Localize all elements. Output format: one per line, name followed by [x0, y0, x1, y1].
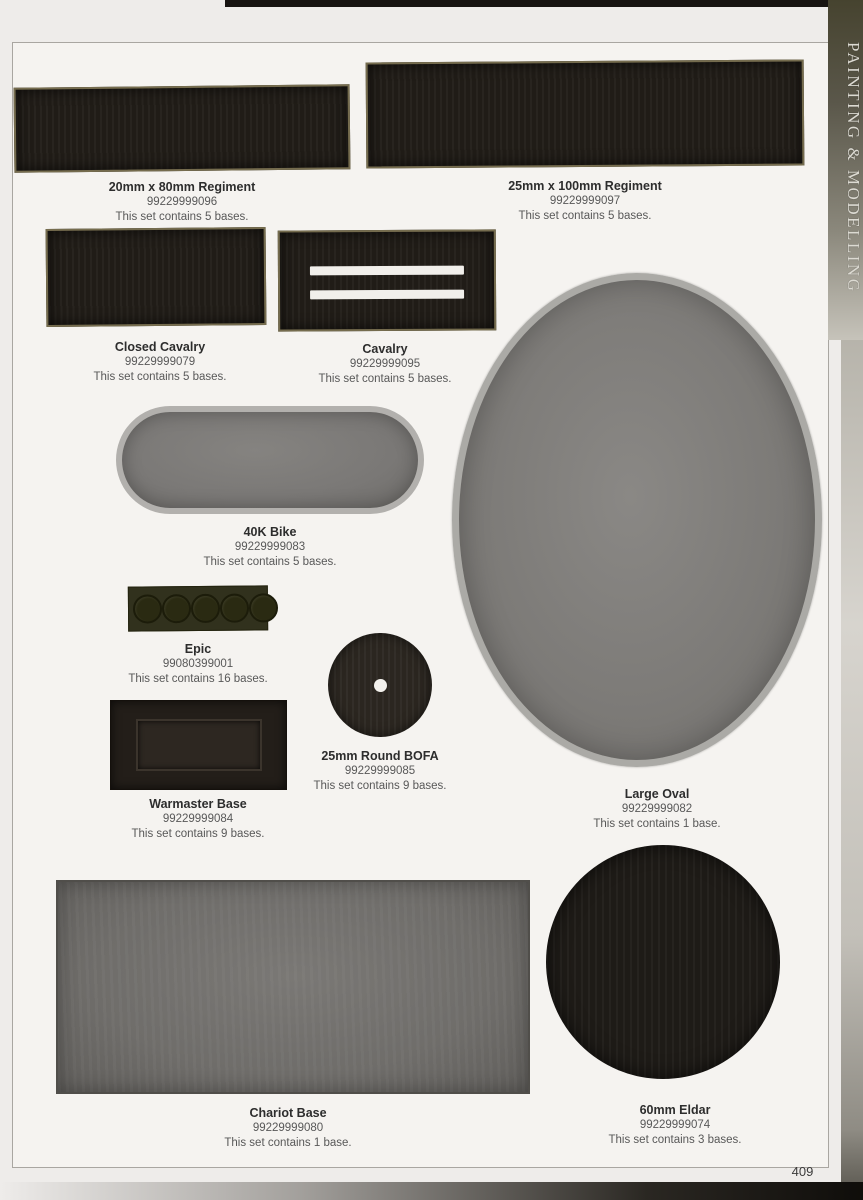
epic-base-hole	[191, 594, 220, 623]
product-label	[527, 786, 787, 832]
base-photo-epic	[128, 585, 268, 631]
product-contains: This set contains 5 bases.	[203, 556, 337, 569]
product-name: Warmaster Base	[149, 797, 247, 811]
product-contains: This set contains 9 bases.	[313, 780, 447, 793]
product-code: 99229999085	[344, 765, 416, 778]
base-photo-25mm-round-bofa	[328, 633, 432, 737]
section-tab-label: PAINTING & MODELLING	[844, 42, 863, 294]
epic-base-hole	[133, 594, 162, 623]
product-name: Cavalry	[362, 342, 408, 356]
warmaster-plaque	[136, 719, 262, 771]
epic-base-hole	[249, 593, 278, 622]
epic-base-hole	[220, 594, 249, 623]
product-name: 25mm Round BOFA	[321, 749, 439, 763]
product-label	[250, 748, 510, 794]
product-code: 99229999097	[549, 195, 621, 208]
product-label	[140, 524, 400, 570]
product-contains: This set contains 3 bases.	[608, 1134, 742, 1147]
product-code: 99229999080	[252, 1122, 324, 1135]
product-label	[158, 1105, 418, 1151]
base-photo-closed-cavalry	[46, 227, 267, 327]
product-contains: This set contains 5 bases.	[115, 211, 249, 224]
product-code: 99229999082	[621, 803, 693, 816]
product-label	[68, 641, 328, 687]
section-tab	[828, 0, 863, 340]
product-label	[30, 339, 290, 385]
product-label	[52, 179, 312, 225]
epic-base-hole	[162, 594, 191, 623]
base-photo-20x80-regiment	[14, 84, 351, 173]
product-label	[455, 178, 715, 224]
product-name: Closed Cavalry	[114, 340, 206, 354]
product-code: 99229999083	[234, 541, 306, 554]
product-contains: This set contains 1 base.	[224, 1137, 352, 1150]
product-code: 99229999074	[639, 1119, 711, 1132]
product-name: Epic	[184, 642, 212, 656]
product-contains: This set contains 1 base.	[593, 818, 721, 831]
product-label	[255, 341, 515, 387]
product-name: Large Oval	[624, 787, 690, 801]
product-code: 99229999095	[349, 358, 421, 371]
product-contains: This set contains 5 bases.	[518, 210, 652, 223]
cavalry-slot	[310, 266, 464, 276]
base-photo-40k-bike	[116, 406, 424, 514]
product-name: 40K Bike	[243, 525, 297, 539]
product-label	[68, 796, 328, 842]
scan-edge-bottom	[0, 1182, 863, 1200]
base-photo-60mm-eldar	[546, 845, 780, 1079]
product-code: 99229999096	[146, 196, 218, 209]
product-name: Chariot Base	[249, 1106, 327, 1120]
cavalry-slot	[310, 290, 464, 300]
product-code: 99229999079	[124, 356, 196, 369]
base-photo-chariot	[56, 880, 530, 1094]
product-code: 99229999084	[162, 813, 234, 826]
product-contains: This set contains 16 bases.	[128, 673, 268, 686]
product-name: 60mm Eldar	[639, 1103, 711, 1117]
product-contains: This set contains 5 bases.	[318, 373, 452, 386]
product-contains: This set contains 5 bases.	[93, 371, 227, 384]
product-label	[545, 1102, 805, 1148]
page-edge-shading	[841, 315, 863, 1200]
page-number: 409	[791, 1164, 814, 1179]
base-photo-25x100-regiment	[366, 59, 805, 168]
scan-edge-top	[225, 0, 863, 7]
bofa-center-hole	[374, 679, 387, 692]
product-name: 25mm x 100mm Regiment	[508, 179, 662, 193]
base-photo-cavalry	[278, 229, 497, 331]
product-code: 99080399001	[162, 658, 234, 671]
product-name: 20mm x 80mm Regiment	[108, 180, 256, 194]
product-contains: This set contains 9 bases.	[131, 828, 265, 841]
